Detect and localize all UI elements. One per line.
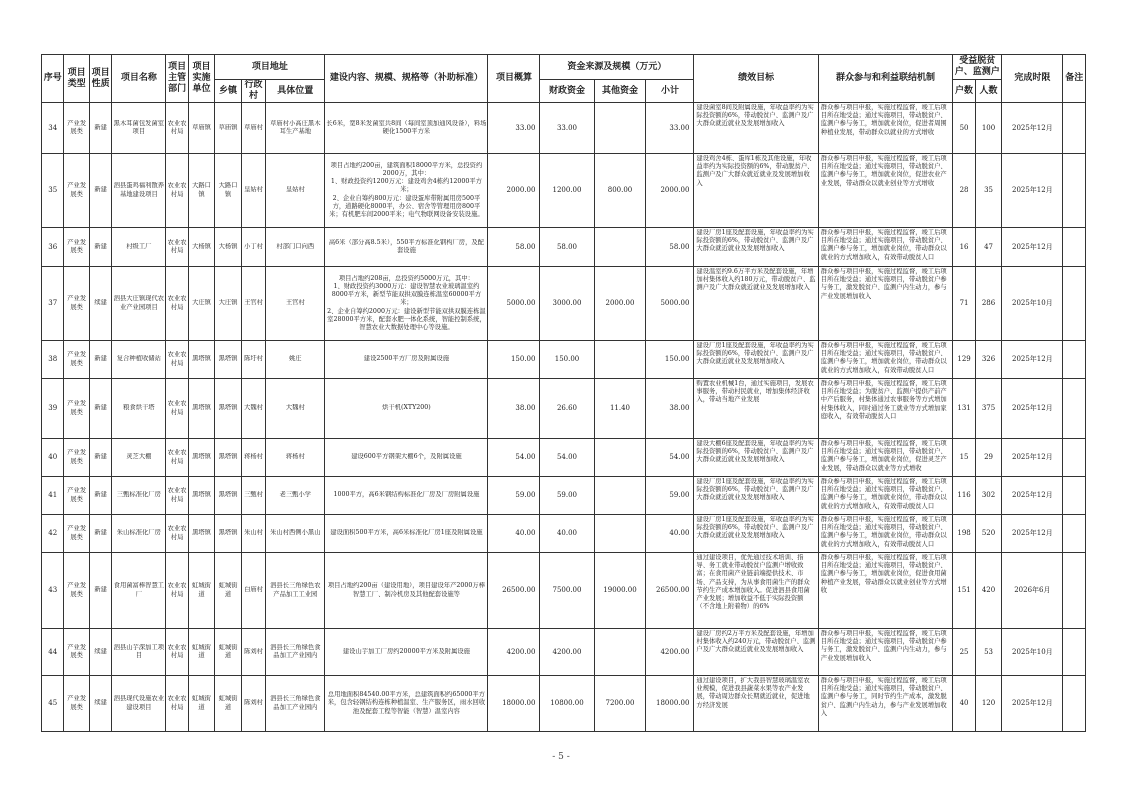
cell-goal: 建设厂房1座及配套设施，年收益率约为实际投资额的6%，带动脱贫户、监测户及广大群众就近就业及发展增加收入: [694, 515, 818, 553]
cell-budget: 59.00: [488, 477, 540, 515]
table-row: [42, 103, 1086, 154]
cell-mechanism: 群众参与项目申报，实施过程监督，竣工后项目所在地受益；通过实施项目，带动脱贫户、监测户参与务工，增加就业岗位，促进农业产业发展，带动群众以就业创业等方式增收: [818, 154, 953, 228]
cell-nature: 续建: [89, 267, 111, 341]
cell-unit: 黑塔镇: [188, 477, 215, 515]
cell-households: 131: [953, 379, 975, 439]
cell-seq: 40: [42, 439, 64, 477]
cell-location: 姚庄: [266, 341, 325, 379]
cell-type: 产业发展类: [64, 103, 89, 154]
header-seq: 序号: [42, 55, 64, 103]
cell-subtotal: 54.00: [646, 439, 694, 477]
cell-remark: [1063, 676, 1086, 732]
cell-seq: 35: [42, 154, 64, 228]
cell-dept: 农业农村局: [166, 477, 188, 515]
cell-people: 100: [975, 103, 1002, 154]
header-fiscal: 财政资金: [540, 80, 594, 103]
cell-seq: 38: [42, 341, 64, 379]
table-body: [42, 103, 1086, 732]
cell-subtotal: 150.00: [646, 341, 694, 379]
cell-deadline: 2025年12月: [1002, 341, 1063, 379]
cell-location: 朱山村西侧小黑山: [266, 515, 325, 553]
cell-fiscal: 10800.00: [540, 676, 594, 732]
header-beneficiary: 受益脱贫户、监测户: [953, 55, 1002, 80]
cell-people: 520: [975, 515, 1002, 553]
cell-goal: 建设厂房约2万平方米及配套设施，年增加村集体收入约240万元，带动脱贫户、监测户及广大群众就近就业及发展增加收入: [694, 629, 818, 676]
cell-deadline: 2025年12月: [1002, 154, 1063, 228]
table-row: [42, 341, 1086, 379]
cell-village: 陈圩村: [241, 341, 265, 379]
cell-village: 草庙村: [241, 103, 265, 154]
cell-town: 大路口镇: [215, 154, 242, 228]
cell-households: 129: [953, 341, 975, 379]
header-funds: 资金来源及规模（万元）: [540, 55, 694, 80]
cell-seq: 42: [42, 515, 64, 553]
cell-other: 11.40: [594, 379, 646, 439]
header-subtotal: 小计: [646, 80, 694, 103]
cell-people: 326: [975, 341, 1002, 379]
cell-content: 项目占地约208亩，总投资约5000万元，其中： 1、财政投资约3000万元：建设智慧农业玻璃温室约8000平方米，新型节能双拱双膜连栋温室60000平方米； 2、企业自筹约2000万元：建设新型节能双拱双膜连栋温室28000平方米，配套水肥一体化系统，智能控制系统，智慧农业大数据处理中心等设施。: [325, 267, 488, 341]
header-goal: 绩效目标: [694, 55, 818, 103]
cell-mechanism: 群众参与项目申报，实施过程监督，竣工后项目所在地受益；通过实施项目，带动脱贫户、监测户参与务工，增加就业岗位，带动群众以就业的方式增加收入，有效带动脱贫人口: [818, 228, 953, 267]
cell-content: 总用地面积84540.00平方米，总建筑面积约65000平方米，包含轻钢结构连栋种植温室、生产服务区，雨水回收池及配套工程等智能（智慧）温室内容: [325, 676, 488, 732]
cell-seq: 41: [42, 477, 64, 515]
cell-budget: 5000.00: [488, 267, 540, 341]
cell-other: [594, 477, 646, 515]
cell-unit: 草庙镇: [188, 103, 215, 154]
cell-unit: 黑塔镇: [188, 379, 215, 439]
cell-village: 三甄村: [241, 477, 265, 515]
cell-households: 50: [953, 103, 975, 154]
cell-remark: [1063, 379, 1086, 439]
cell-town: 虹城街道: [215, 676, 242, 732]
cell-fiscal: 26.60: [540, 379, 594, 439]
cell-remark: [1063, 103, 1086, 154]
cell-goal: 建设大棚6座及配套设施，年收益率约为实际投资额的6%，带动脱贫户、监测户及广大群众就近就业及发展增加收入: [694, 439, 818, 477]
cell-mechanism: 群众参与项目申报，实施过程监督，竣工后项目所在地受益；通过实施项目，带动脱贫户、监测户参与务工，增加就业岗位，带动群众以就业的方式增加收入，有效带动脱贫人口: [818, 341, 953, 379]
header-mechanism: 群众参与和利益联结机制: [818, 55, 953, 103]
page-number: - 5 -: [552, 752, 570, 762]
cell-goal: 建设温室约9.6万平方米及配套设施，年增加村集体收入约180万元，带动脱贫户、监测户及广大群众就近就业及发展增加收入: [694, 267, 818, 341]
cell-name: 泗县山芋深加工项目: [112, 629, 166, 676]
cell-name: 灵芝大棚: [112, 439, 166, 477]
cell-budget: 33.00: [488, 103, 540, 154]
cell-deadline: 2025年12月: [1002, 228, 1063, 267]
cell-households: 28: [953, 154, 975, 228]
cell-dept: 农业农村局: [166, 103, 188, 154]
cell-village: 皇姑村: [241, 154, 265, 228]
cell-name: 食用菌富棒智慧工厂: [112, 553, 166, 629]
cell-goal: 购置农业机械1台，通过实施项目，发展农事服务，带动村民就业，增加集体经济收入，带动当地产业发展: [694, 379, 818, 439]
cell-type: 产业发展类: [64, 228, 89, 267]
table-row: [42, 676, 1086, 732]
cell-remark: [1063, 341, 1086, 379]
cell-deadline: 2025年10月: [1002, 629, 1063, 676]
cell-town: 大杨镇: [215, 228, 242, 267]
cell-budget: 38.00: [488, 379, 540, 439]
cell-location: 皇姑村: [266, 154, 325, 228]
cell-deadline: 2025年12月: [1002, 439, 1063, 477]
table-row: [42, 629, 1086, 676]
header-village: 行政村: [241, 80, 265, 103]
cell-deadline: 2025年12月: [1002, 515, 1063, 553]
cell-mechanism: 群众参与项目申报，实施过程监督，竣工后项目所在地受益；通过实施项目，带动脱贫户参与务工，激发脱贫户、监测户内生动力，参与产业发展增加收入: [818, 629, 953, 676]
project-table: [41, 54, 1086, 732]
cell-goal: 建设菌室8间及附属设施，年收益率约为实际投资额的6%，带动脱贫户、监测户及广大群众就近就业及发展增加收入: [694, 103, 818, 154]
cell-town: 黑塔镇: [215, 439, 242, 477]
header-dept: 项目主管部门: [166, 55, 188, 103]
cell-unit: 大庄镇: [188, 267, 215, 341]
cell-fiscal: 33.00: [540, 103, 594, 154]
cell-other: [594, 515, 646, 553]
cell-town: 大庄镇: [215, 267, 242, 341]
cell-village: 小丁村: [241, 228, 265, 267]
cell-households: 151: [953, 553, 975, 629]
cell-other: [594, 439, 646, 477]
cell-other: [594, 341, 646, 379]
cell-people: 29: [975, 439, 1002, 477]
header-unit: 项目实施单位: [188, 55, 215, 103]
cell-fiscal: 58.00: [540, 228, 594, 267]
cell-deadline: 2025年12月: [1002, 676, 1063, 732]
cell-budget: 58.00: [488, 228, 540, 267]
cell-unit: 黑塔镇: [188, 515, 215, 553]
cell-town: 黑塔镇: [215, 379, 242, 439]
cell-seq: 37: [42, 267, 64, 341]
cell-dept: 农业农村局: [166, 341, 188, 379]
cell-households: 40: [953, 676, 975, 732]
header-name: 项目名称: [112, 55, 166, 103]
cell-fiscal: 1200.00: [540, 154, 594, 228]
header-budget: 项目概算: [488, 55, 540, 103]
cell-people: 375: [975, 379, 1002, 439]
cell-fiscal: 4200.00: [540, 629, 594, 676]
cell-village: 朱山村: [241, 515, 265, 553]
cell-type: 产业发展类: [64, 379, 89, 439]
cell-unit: 黑塔镇: [188, 341, 215, 379]
cell-village: 陈刘村: [241, 629, 265, 676]
cell-village: 蒋杨村: [241, 439, 265, 477]
cell-mechanism: 群众参与项目申报，实施过程监督，竣工后项目所在地受益；通过实施项目，带动脱贫户、监测户参与务工，增加就业岗位，带动群众以就业的方式增加收入，有效带动脱贫人口: [818, 515, 953, 553]
cell-name: 村级工厂: [112, 228, 166, 267]
cell-type: 产业发展类: [64, 477, 89, 515]
cell-type: 产业发展类: [64, 267, 89, 341]
cell-village: 白庙村: [241, 553, 265, 629]
cell-location: 泗县长三角绿色食品加工产业园内: [266, 629, 325, 676]
cell-remark: [1063, 477, 1086, 515]
cell-nature: 新建: [89, 553, 111, 629]
cell-budget: 18000.00: [488, 676, 540, 732]
cell-fiscal: 3000.00: [540, 267, 594, 341]
cell-seq: 39: [42, 379, 64, 439]
cell-deadline: 2025年12月: [1002, 379, 1063, 439]
header-town: 乡镇: [215, 80, 242, 103]
cell-location: 草庙村小高庄黑木耳生产基地: [266, 103, 325, 154]
cell-dept: 农业农村局: [166, 228, 188, 267]
table-row: [42, 439, 1086, 477]
cell-subtotal: 40.00: [646, 515, 694, 553]
cell-name: 泗县现代设施农业建设项目: [112, 676, 166, 732]
header-people: 人数: [975, 80, 1002, 103]
cell-people: 120: [975, 676, 1002, 732]
cell-households: 16: [953, 228, 975, 267]
cell-nature: 新建: [89, 154, 111, 228]
table-row: [42, 477, 1086, 515]
cell-budget: 26500.00: [488, 553, 540, 629]
cell-location: 蒋杨村: [266, 439, 325, 477]
cell-location: 王官村: [266, 267, 325, 341]
cell-content: 项目占地约200亩，建筑面积18000平方米，总投资约2000万，其中： 1、财政投资约1200万元：建设鸡舍4栋约12000平方米； 2、企业自筹约800万元：建设蛋库带附属用房500平方，道路硬化8000平，办公、宿舍等管理用房800平米；有机肥车间2000平米；电气物联网设备安装设施。: [325, 154, 488, 228]
cell-remark: [1063, 515, 1086, 553]
cell-type: 产业发展类: [64, 515, 89, 553]
cell-budget: 2000.00: [488, 154, 540, 228]
cell-nature: 新建: [89, 379, 111, 439]
cell-nature: 新建: [89, 341, 111, 379]
header-address: 项目地址: [215, 55, 325, 80]
cell-remark: [1063, 267, 1086, 341]
cell-type: 产业发展类: [64, 341, 89, 379]
cell-goal: 通过建设项目，扩大我县智慧玻璃温室农业规模，促进我县蔬菜水果等农产业发展，带动周边群众长期就近就业，促进地方经济发展: [694, 676, 818, 732]
cell-type: 产业发展类: [64, 439, 89, 477]
cell-content: 高6米（部分高8.5米），550平方标准化钢构厂房，及配套设施: [325, 228, 488, 267]
cell-households: 198: [953, 515, 975, 553]
cell-dept: 农业农村局: [166, 154, 188, 228]
cell-dept: 农业农村局: [166, 439, 188, 477]
cell-unit: 黑塔镇: [188, 439, 215, 477]
cell-town: 草庙镇: [215, 103, 242, 154]
table-row: [42, 379, 1086, 439]
cell-seq: 44: [42, 629, 64, 676]
cell-households: 25: [953, 629, 975, 676]
cell-unit: 大杨镇: [188, 228, 215, 267]
cell-location: 村部门口向西: [266, 228, 325, 267]
cell-goal: 建设厂房1座及配套设施，年收益率约为实际投资额的6%，带动脱贫户、监测户及广大群众就近就业及发展增加收入: [694, 477, 818, 515]
cell-people: 302: [975, 477, 1002, 515]
table-row: [42, 515, 1086, 553]
cell-name: 粮食烘干塔: [112, 379, 166, 439]
cell-name: 三甄标准化厂房: [112, 477, 166, 515]
cell-unit: 虹城街道: [188, 629, 215, 676]
cell-seq: 36: [42, 228, 64, 267]
header-households: 户数: [953, 80, 975, 103]
cell-deadline: 2025年12月: [1002, 103, 1063, 154]
cell-mechanism: 群众参与项目申报，实施过程监督，竣工后项目所在地受益；通过实施项目，带动脱贫户参与务工，激发脱贫户、监测户内生动力，参与产业发展增加收入: [818, 267, 953, 341]
cell-goal: 建设厂房1座及配套设施，年收益率约为实际投资额的6%，带动脱贫户、监测户及广大群众就近就业及发展增加收入: [694, 228, 818, 267]
cell-remark: [1063, 439, 1086, 477]
cell-other: [594, 103, 646, 154]
cell-nature: 新建: [89, 477, 111, 515]
cell-mechanism: 群众参与项目申报，实施过程监督，竣工后项目所在地受益；通过实施项目，带动脱贫户、监测户参与务工，同时节约生产成本，激发脱贫户、监测户内生动力，参与产业发展增加收入: [818, 676, 953, 732]
cell-fiscal: 150.00: [540, 341, 594, 379]
header-type: 项目类型: [64, 55, 89, 103]
table-row: [42, 553, 1086, 629]
cell-content: 1000平方，高6米钢结构标准化厂房及厂房附属设施: [325, 477, 488, 515]
cell-town: 虹城街道: [215, 629, 242, 676]
header-deadline: 完成时限: [1002, 55, 1063, 103]
cell-location: 泗县长三角绿色农产品加工工业园: [266, 553, 325, 629]
cell-remark: [1063, 154, 1086, 228]
cell-mechanism: 群众参与项目申报，实施过程监督，竣工后项目所在地受益；通过实施项目，带动脱贫户、监测户参与务工，增加就业岗位，促进者周围种植业发展，带动群众以就业的方式增收: [818, 103, 953, 154]
cell-remark: [1063, 629, 1086, 676]
cell-nature: 新建: [89, 103, 111, 154]
cell-type: 产业发展类: [64, 676, 89, 732]
cell-people: 35: [975, 154, 1002, 228]
cell-village: 王官村: [241, 267, 265, 341]
cell-town: 虹城街道: [215, 553, 242, 629]
cell-content: 建设面积500平方米，高6米标准化厂房1座及附属设施: [325, 515, 488, 553]
cell-town: 黑塔镇: [215, 341, 242, 379]
cell-fiscal: 40.00: [540, 515, 594, 553]
cell-mechanism: 群众参与项目申报，实施过程监督，竣工后项目所在地受益；为脱贫户、监测户提供产前产中产后服务，村集体通过农事服务等方式增加村集体收入，同时通过务工就业等方式增加家庭收入，有效带动脱贫人口: [818, 379, 953, 439]
cell-deadline: 2026年6月: [1002, 553, 1063, 629]
cell-other: 7200.00: [594, 676, 646, 732]
cell-location: 泗县长三角绿色食品加工产业园内: [266, 676, 325, 732]
cell-people: 47: [975, 228, 1002, 267]
cell-name: 复合种植收储站: [112, 341, 166, 379]
cell-households: 15: [953, 439, 975, 477]
cell-village: 大魏村: [241, 379, 265, 439]
cell-people: 53: [975, 629, 1002, 676]
cell-name: 泗县蛋鸡福利散养基地建设项目: [112, 154, 166, 228]
header-remark: 备注: [1063, 55, 1086, 103]
cell-town: 黑塔镇: [215, 477, 242, 515]
cell-dept: 农业农村局: [166, 629, 188, 676]
cell-content: 建设2500平方厂房及附属设施: [325, 341, 488, 379]
cell-name: 泗县大庄镇现代农业产业园项目: [112, 267, 166, 341]
cell-content: 项目占地约200亩（建设用地），项目建设年产2000万棒智慧工厂、制冷机房及其他配套设施等: [325, 553, 488, 629]
cell-budget: 54.00: [488, 439, 540, 477]
cell-other: [594, 629, 646, 676]
cell-subtotal: 58.00: [646, 228, 694, 267]
cell-fiscal: 59.00: [540, 477, 594, 515]
cell-subtotal: 5000.00: [646, 267, 694, 341]
cell-deadline: 2025年12月: [1002, 477, 1063, 515]
cell-goal: 建设鸡舍4栋、蛋库1栋及其他设施，年收益率约为实际投资额的6%，带动脱贫户、监测户及广大群众就近就业及发展增加收入: [694, 154, 818, 228]
cell-mechanism: 群众参与项目申报，实施过程监督，竣工后项目所在地受益；通过实施项目，带动脱贫户、监测户参与务工，增加就业岗位，促进食用菌种植产业发展，带动群众以就业创业等方式增收: [818, 553, 953, 629]
cell-mechanism: 群众参与项目申报，实施过程监督，竣工后项目所在地受益；通过实施项目，带动脱贫户、监测户参与务工，增加就业岗位，带动群众以就业的方式增加收入，有效带动脱贫人口: [818, 477, 953, 515]
cell-fiscal: 54.00: [540, 439, 594, 477]
cell-other: 800.00: [594, 154, 646, 228]
cell-content: 长6米，宽8米发菌室共8间（每间室顶加通风设备），料场硬化1500平方米: [325, 103, 488, 154]
cell-content: 烘干机(XTY200): [325, 379, 488, 439]
cell-dept: 农业农村局: [166, 553, 188, 629]
cell-subtotal: 2000.00: [646, 154, 694, 228]
header-content: 建设内容、规模、规格等（补助标准）: [325, 55, 488, 103]
cell-type: 产业发展类: [64, 629, 89, 676]
cell-nature: 新建: [89, 439, 111, 477]
cell-location: 老三甄小学: [266, 477, 325, 515]
cell-budget: 4200.00: [488, 629, 540, 676]
cell-other: 19000.00: [594, 553, 646, 629]
cell-location: 大魏村: [266, 379, 325, 439]
table-row: [42, 267, 1086, 341]
cell-other: [594, 228, 646, 267]
cell-nature: 新建: [89, 228, 111, 267]
header-location: 具体位置: [266, 80, 325, 103]
cell-dept: 农业农村局: [166, 515, 188, 553]
cell-content: 建设山芋加工厂房约20000平方米及附属设施: [325, 629, 488, 676]
header-other: 其他资金: [594, 80, 646, 103]
cell-goal: 建设厂房1座及配套设施，年收益率约为实际投资额的6%，带动脱贫户、监测户及广大群众就近就业及发展增加收入: [694, 341, 818, 379]
cell-unit: 虹城街道: [188, 676, 215, 732]
cell-town: 黑塔镇: [215, 515, 242, 553]
cell-mechanism: 群众参与项目申报，实施过程监督，竣工后项目所在地受益；通过实施项目，带动脱贫户、监测户参与务工，增加就业岗位，促进灵芝产业发展，带动群众以就业等方式增收: [818, 439, 953, 477]
cell-subtotal: 33.00: [646, 103, 694, 154]
cell-fiscal: 7500.00: [540, 553, 594, 629]
cell-households: 71: [953, 267, 975, 341]
header-nature: 项目性质: [89, 55, 111, 103]
cell-remark: [1063, 228, 1086, 267]
cell-seq: 34: [42, 103, 64, 154]
cell-type: 产业发展类: [64, 553, 89, 629]
cell-people: 286: [975, 267, 1002, 341]
cell-people: 420: [975, 553, 1002, 629]
cell-households: 116: [953, 477, 975, 515]
cell-seq: 43: [42, 553, 64, 629]
cell-goal: 通过建设项目，优先通过技术培训、指导、务工就业带动脱贫户监测户增收致富；在食用菌产业链前端提供技术、市场、产品支持，为从事食用菌生产的群众节约生产成本增加收入。促进泗县食用菌产业发展；增加收益不低于实际投资额（不含地上附着物）的6%: [694, 553, 818, 629]
cell-deadline: 2025年10月: [1002, 267, 1063, 341]
cell-budget: 150.00: [488, 341, 540, 379]
cell-type: 产业发展类: [64, 154, 89, 228]
table-row: [42, 154, 1086, 228]
cell-budget: 40.00: [488, 515, 540, 553]
cell-nature: 新建: [89, 515, 111, 553]
cell-unit: 虹城街道: [188, 553, 215, 629]
cell-nature: 续建: [89, 676, 111, 732]
cell-remark: [1063, 553, 1086, 629]
cell-subtotal: 18000.00: [646, 676, 694, 732]
cell-seq: 45: [42, 676, 64, 732]
cell-subtotal: 59.00: [646, 477, 694, 515]
cell-village: 陈刘村: [241, 676, 265, 732]
cell-other: 2000.00: [594, 267, 646, 341]
cell-name: 朱山标准化厂房: [112, 515, 166, 553]
cell-subtotal: 26500.00: [646, 553, 694, 629]
cell-dept: 农业农村局: [166, 676, 188, 732]
cell-subtotal: 4200.00: [646, 629, 694, 676]
cell-dept: 农业农村局: [166, 379, 188, 439]
cell-content: 建设600平方钢架大棚6个，及附属设施: [325, 439, 488, 477]
cell-nature: 续建: [89, 629, 111, 676]
table-row: [42, 228, 1086, 267]
cell-dept: 农业农村局: [166, 267, 188, 341]
cell-subtotal: 38.00: [646, 379, 694, 439]
cell-unit: 大路口镇: [188, 154, 215, 228]
cell-name: 黑木耳菌包发菌室项目: [112, 103, 166, 154]
